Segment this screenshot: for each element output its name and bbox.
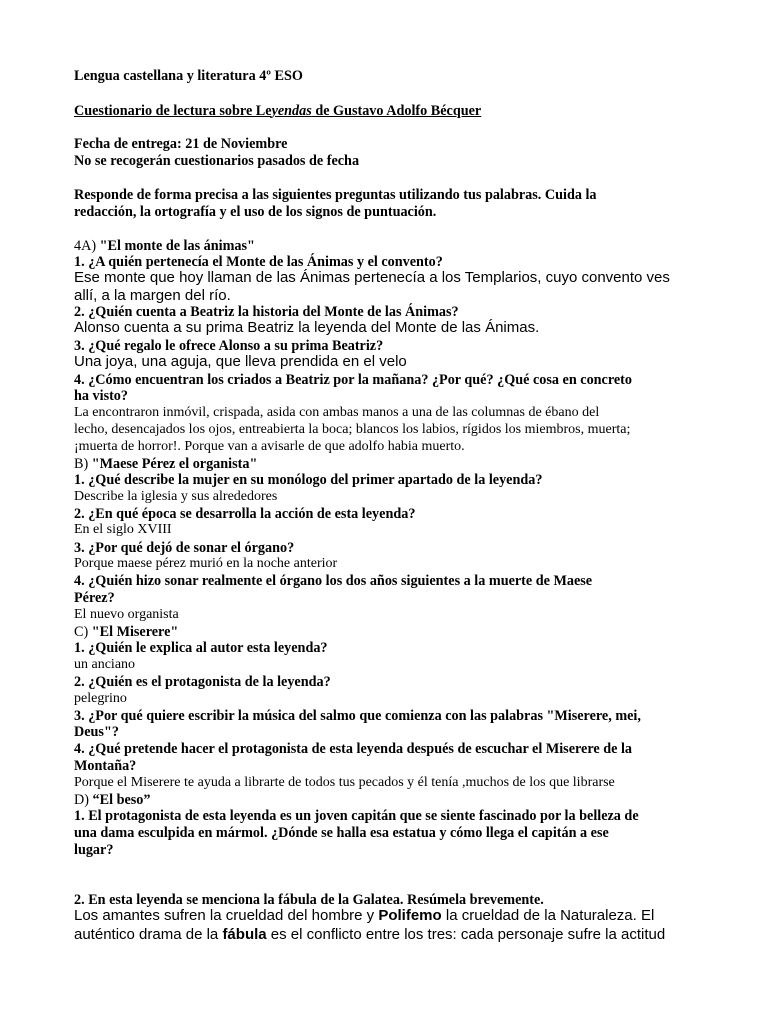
answer-part: auténtico drama de la bbox=[74, 926, 223, 943]
section-c-heading bbox=[74, 624, 178, 640]
answer: ¡muerta de horror!. Porque van a avisarle de que adolfo habia muerto. bbox=[74, 439, 465, 454]
question: 3. ¿Por qué quiere escribir la música del salmo que comienza con las palabras "Miserere, mei, bbox=[74, 708, 641, 724]
answer: El nuevo organista bbox=[74, 607, 179, 622]
section-prefix: C) bbox=[74, 624, 92, 640]
section-b-heading bbox=[74, 456, 257, 472]
answer: La encontraron inmóvil, crispada, asida con ambas manos a una de las columnas de ébano del bbox=[74, 405, 600, 420]
instructions-line: Responde de forma precisa a las siguientes preguntas utilizando tus palabras. Cuida la bbox=[74, 187, 597, 203]
title-italic-part: yendas bbox=[271, 103, 312, 119]
instructions-line: redacción, la ortografía y el uso de los signos de puntuación. bbox=[74, 204, 437, 220]
title-part: de Gustavo Adolfo Bécquer bbox=[311, 103, 482, 119]
section-title: “El beso” bbox=[92, 792, 151, 808]
question: 3. ¿Qué regalo le ofrece Alonso a su prima Beatriz? bbox=[74, 338, 384, 354]
answer-bold-part: fábula bbox=[222, 926, 267, 943]
answer-part: la crueldad de la Naturaleza. El bbox=[441, 907, 655, 924]
question: Pérez? bbox=[74, 590, 115, 606]
document-title bbox=[74, 103, 481, 119]
question: 1. ¿Qué describe la mujer en su monólogo del primer apartado de la leyenda? bbox=[74, 472, 543, 488]
course-heading: Lengua castellana y literatura 4º ESO bbox=[74, 68, 303, 84]
question: 2. ¿Quién cuenta a Beatriz la historia del Monte de las Ánimas? bbox=[74, 304, 459, 320]
answer: lecho, desencajados los ojos, entreabierta la boca; blancos los labios, rígidos los miembros, muerta; bbox=[74, 422, 631, 437]
section-prefix: 4A) bbox=[74, 238, 100, 254]
section-title: "Maese Pérez el organista" bbox=[91, 456, 258, 472]
section-a-heading bbox=[74, 238, 255, 254]
answer: Una joya, una aguja, que lleva prendida en el velo bbox=[74, 353, 407, 370]
question: ha visto? bbox=[74, 388, 128, 404]
question: 2. ¿Quién es el protagonista de la leyenda? bbox=[74, 674, 331, 690]
question: 2. ¿En qué época se desarrolla la acción de esta leyenda? bbox=[74, 506, 416, 522]
question: 1. ¿Quién le explica al autor esta leyenda? bbox=[74, 640, 328, 656]
section-title: "El monte de las ánimas" bbox=[99, 238, 255, 254]
question: 3. ¿Por qué dejó de sonar el órgano? bbox=[74, 540, 295, 556]
question: Deus"? bbox=[74, 724, 119, 740]
answer-part: es el conflicto entre los tres: cada personaje sufre la actitud bbox=[266, 926, 666, 943]
answer: Describe la iglesia y sus alrededores bbox=[74, 489, 278, 504]
question: 1. El protagonista de esta leyenda es un joven capitán que se siente fascinado por la belleza de bbox=[74, 808, 639, 824]
question: 4. ¿Qué pretende hacer el protagonista de esta leyenda después de escuchar el Miserere de la bbox=[74, 741, 632, 757]
answer: allí, a la margen del río. bbox=[74, 287, 231, 304]
question: Montaña? bbox=[74, 758, 137, 774]
answer-part: Los amantes sufren la crueldad del hombre y bbox=[74, 907, 379, 924]
answer: En el siglo XVIII bbox=[74, 522, 172, 537]
section-prefix: D) bbox=[74, 792, 93, 808]
question: 2. En esta leyenda se menciona la fábula de la Galatea. Resúmela brevemente. bbox=[74, 892, 544, 908]
answer bbox=[74, 927, 665, 943]
section-d-heading bbox=[74, 792, 150, 808]
answer: Ese monte que hoy llaman de las Ánimas pertenecía a los Templarios, cuyo convento ves bbox=[74, 269, 670, 286]
answer: Porque maese pérez murió en la noche anterior bbox=[74, 556, 338, 571]
question: 4. ¿Quién hizo sonar realmente el órgano los dos años siguientes a la muerte de Maese bbox=[74, 573, 593, 589]
question: 4. ¿Cómo encuentran los criados a Beatriz por la mañana? ¿Por qué? ¿Qué cosa en concreto bbox=[74, 372, 633, 388]
answer: Porque el Miserere te ayuda a librarte de todos tus pecados y él tenía ,muchos de los que librarse bbox=[74, 775, 615, 790]
answer: pelegrino bbox=[74, 691, 127, 706]
section-title: "El Miserere" bbox=[91, 624, 179, 640]
title-part: Cuestionario de lectura sobre Le bbox=[74, 103, 272, 119]
answer: un anciano bbox=[74, 657, 136, 672]
answer: Alonso cuenta a su prima Beatriz la leyenda del Monte de las Ánimas. bbox=[74, 319, 540, 336]
due-date: Fecha de entrega: 21 de Noviembre bbox=[74, 136, 288, 152]
late-note: No se recogerán cuestionarios pasados de fecha bbox=[74, 153, 360, 169]
answer bbox=[74, 908, 654, 924]
question: una dama esculpida en mármol. ¿Dónde se halla esa estatua y cómo llega el capitán a ese bbox=[74, 825, 609, 841]
section-prefix: B) bbox=[74, 456, 92, 472]
answer-bold-part: Polifemo bbox=[378, 907, 442, 924]
question: 1. ¿A quién pertenecía el Monte de las Ánimas y el convento? bbox=[74, 254, 443, 270]
question: lugar? bbox=[74, 842, 114, 858]
